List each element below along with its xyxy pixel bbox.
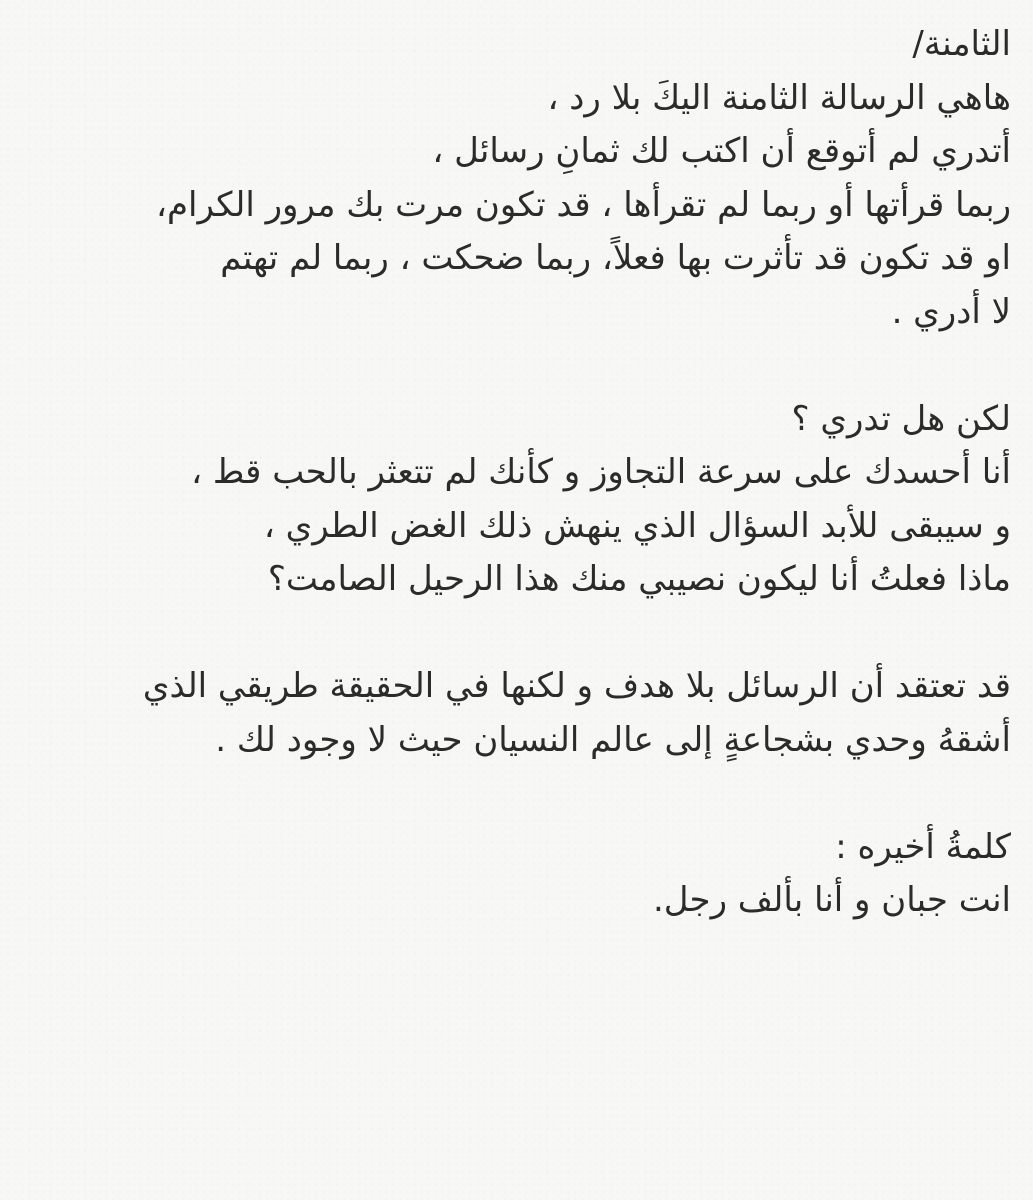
note-line: أتدري لم أتوقع أن اكتب لك ثمانِ رسائل ، <box>432 131 1011 171</box>
note-line: كلمةُ أخيره : <box>835 826 1011 867</box>
note-line: لا أدري . <box>891 291 1011 332</box>
paragraph-gap <box>21 339 1011 393</box>
note-line: او قد تكون قد تأثرت بها فعلاً، ربما ضحكت ، ربما لم تهتم <box>220 238 1011 278</box>
note-text <box>21 18 1011 928</box>
note-line: و سيبقى للأبد السؤال الذي ينهش ذلك الغض الطري ، <box>263 505 1011 546</box>
note-line: انت جبان و أنا بألف رجل. <box>653 880 1011 920</box>
note-line: لكن هل تدري ؟ <box>791 398 1011 439</box>
note-line: أشقهُ وحدي بشجاعةٍ إلى عالم النسيان حيث لا وجود لك . <box>215 719 1011 760</box>
note-line: هاهي الرسالة الثامنة اليكَ بلا رد ، <box>547 77 1011 118</box>
note-line: ماذا فعلتُ أنا ليكون نصيبي منك هذا الرحيل الصامت؟ <box>267 559 1011 599</box>
note-line: قد تعتقد أن الرسائل بلا هدف و لكنها في الحقيقة طريقي الذي <box>142 666 1011 706</box>
paragraph-gap <box>21 767 1011 821</box>
note-line: ربما قرأتها أو ربما لم تقرأها ، قد تكون مرت بك مرور الكرام، <box>155 184 1011 225</box>
paragraph-gap <box>21 607 1011 661</box>
note-line: أنا أحسدك على سرعة التجاوز و كأنك لم تتعثر بالحب قط ، <box>191 452 1011 492</box>
note-heading: الثامنة/ <box>912 24 1011 64</box>
